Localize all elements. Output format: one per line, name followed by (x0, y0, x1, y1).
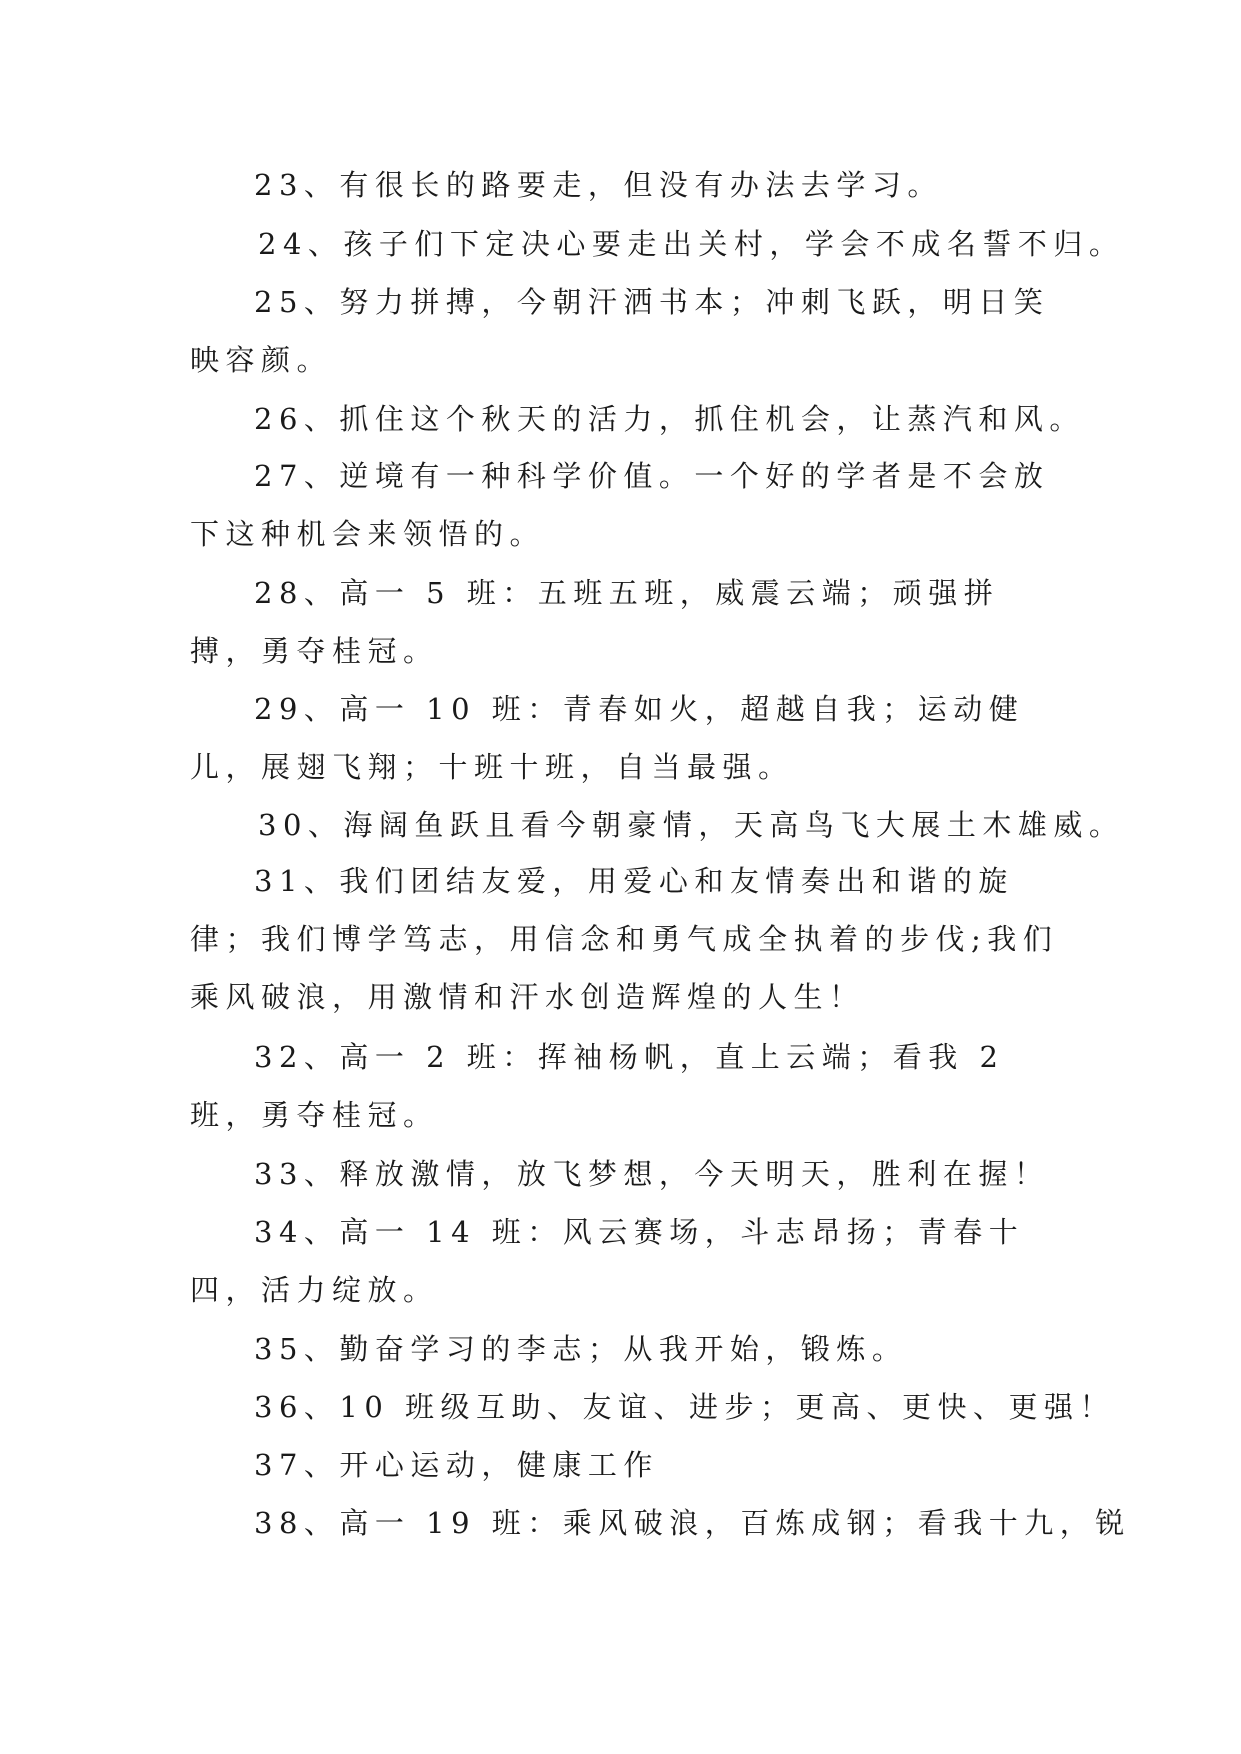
paragraph-30: 30、海阔鱼跃且看今朝豪情，天高鸟飞大展土木雄威。 (258, 808, 1125, 842)
paragraph-29: 29、高一 10 班：青春如火，超越自我；运动健儿，展翅飞翔；十班十班，自当最强。 (190, 692, 1025, 784)
paragraph-26: 26、抓住这个秋天的活力，抓住机会，让蒸汽和风。 (254, 402, 1085, 436)
paragraph-33: 33、释放激情，放飞梦想，今天明天，胜利在握！ (254, 1157, 1050, 1191)
paragraph-27: 27、逆境有一种科学价值。一个好的学者是不会放下这种机会来领悟的。 (190, 459, 1050, 551)
paragraph-35: 35、勤奋学习的李志；从我开始，锻炼。 (254, 1332, 908, 1366)
paragraph-38: 38、高一 19 班：乘风破浪，百炼成钢；看我十九，锐 (254, 1506, 1131, 1540)
paragraph-24: 24、孩子们下定决心要走出关村，学会不成名誓不归。 (258, 227, 1125, 261)
paragraph-32: 32、高一 2 班：挥袖杨帆，直上云端；看我 2 班，勇夺桂冠。 (190, 1040, 1005, 1132)
paragraph-25: 25、努力拼搏，今朝汗洒书本；冲刺飞跃，明日笑映容颜。 (190, 285, 1050, 377)
paragraph-34: 34、高一 14 班：风云赛场，斗志昂扬；青春十四，活力绽放。 (190, 1215, 1025, 1307)
paragraph-31: 31、我们团结友爱，用爱心和友情奏出和谐的旋律；我们博学笃志，用信念和勇气成全执着的步伐;我们乘风破浪，用激情和汗水创造辉煌的人生！ (190, 864, 1059, 1014)
paragraph-37: 37、开心运动，健康工作 (254, 1448, 659, 1482)
paragraph-23: 23、有很长的路要走，但没有办法去学习。 (254, 168, 943, 202)
paragraph-36: 36、10 班级互助、友谊、进步；更高、更快、更强！ (254, 1390, 1116, 1424)
paragraph-28: 28、高一 5 班：五班五班，威震云端；顽强拼搏，勇夺桂冠。 (190, 576, 1000, 668)
